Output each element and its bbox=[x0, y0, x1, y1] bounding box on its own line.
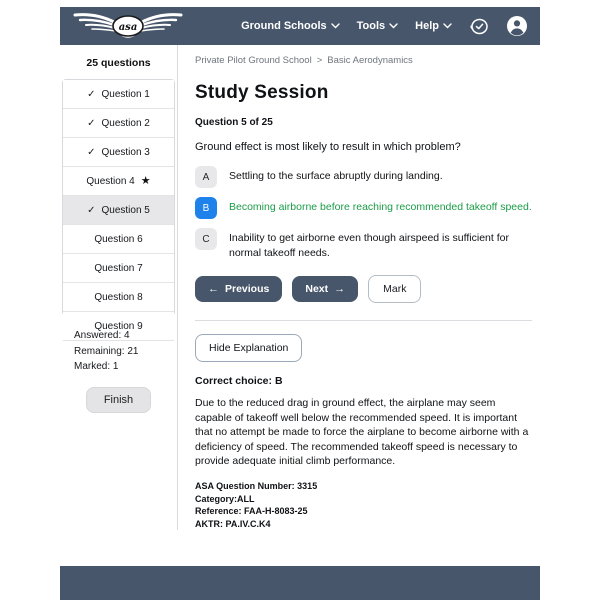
next-button-label: Next bbox=[305, 283, 329, 295]
question-list-item-3[interactable] bbox=[63, 138, 174, 167]
asa-wings-logo-graphic bbox=[72, 12, 184, 40]
asa-wings-logo[interactable] bbox=[72, 7, 184, 45]
meta-question-number: ASA Question Number: 3315 bbox=[195, 480, 318, 491]
correct-choice-label: Correct choice: B bbox=[195, 375, 283, 387]
question-count-header: 25 questions bbox=[86, 57, 151, 69]
question-item-label: Question 3 bbox=[101, 146, 150, 158]
question-item-label: Question 7 bbox=[94, 262, 143, 274]
question-list-item-4[interactable] bbox=[63, 167, 174, 196]
main-panel bbox=[178, 45, 540, 530]
question-item-label: Question 1 bbox=[101, 88, 150, 100]
breadcrumb-separator: > bbox=[316, 55, 323, 66]
option-a-badge: A bbox=[195, 166, 217, 188]
chevron-down-icon bbox=[443, 23, 452, 29]
question-list-item-8[interactable] bbox=[63, 283, 174, 312]
nav-tools-label: Tools bbox=[356, 20, 386, 32]
check-icon: ✓ bbox=[87, 204, 96, 216]
question-list-item-2[interactable] bbox=[63, 109, 174, 138]
question-item-label: Question 6 bbox=[94, 233, 143, 245]
question-list bbox=[62, 79, 175, 332]
mark-button[interactable]: Mark bbox=[368, 275, 421, 303]
check-icon: ✓ bbox=[87, 146, 96, 158]
nav-help[interactable] bbox=[415, 20, 452, 32]
meta-reference: Reference: FAA-H-8083-25 bbox=[195, 506, 308, 517]
option-c-badge: C bbox=[195, 228, 217, 250]
nav-help-label: Help bbox=[415, 20, 439, 32]
question-text: Ground effect is most likely to result in which problem? bbox=[195, 141, 461, 153]
check-icon: ✓ bbox=[87, 88, 96, 100]
nav-menu-group bbox=[241, 15, 528, 37]
svg-text:asa: asa bbox=[118, 22, 138, 33]
chevron-down-icon bbox=[331, 23, 340, 29]
hide-explanation-button[interactable]: Hide Explanation bbox=[195, 334, 302, 362]
breadcrumb-basic-aerodynamics[interactable]: Basic Aerodynamics bbox=[327, 55, 413, 66]
finish-button[interactable]: Finish bbox=[86, 387, 151, 413]
top-navbar bbox=[60, 7, 540, 45]
question-item-label: Question 8 bbox=[94, 291, 143, 303]
answer-options bbox=[195, 166, 532, 261]
session-stats bbox=[74, 328, 177, 375]
content-columns bbox=[60, 45, 540, 530]
stat-remaining: Remaining: 21 bbox=[74, 345, 139, 357]
page-footer bbox=[60, 566, 540, 600]
meta-aktr: AKTR: PA.IV.C.K4 bbox=[195, 518, 271, 529]
question-metadata bbox=[195, 480, 532, 530]
question-sidebar bbox=[60, 45, 178, 530]
stat-marked: Marked: 1 bbox=[74, 361, 119, 372]
explanation-text: Due to the reduced drag in ground effect, the airplane may seem capable of takeoff well below the recommended speed. It is important that no attempt be made to force the airplane to become airborne with a deficiency of speed. The recommended takeoff speed is necessary to provide adequate initial climb performance. bbox=[195, 397, 529, 468]
next-button[interactable] bbox=[292, 276, 358, 302]
previous-button[interactable] bbox=[195, 276, 282, 302]
page-title: Study Session bbox=[195, 82, 329, 103]
star-icon: ★ bbox=[140, 174, 151, 187]
option-c-text: Inability to get airborne even though airspeed is sufficient for normal takeoff needs. bbox=[229, 232, 509, 259]
chevron-down-icon bbox=[389, 23, 398, 29]
question-list-item-6[interactable] bbox=[63, 225, 174, 254]
check-icon: ✓ bbox=[87, 117, 96, 129]
question-item-label: Question 2 bbox=[101, 117, 150, 129]
meta-category: Category:ALL bbox=[195, 493, 255, 504]
navigation-buttons bbox=[195, 275, 532, 303]
nav-ground-schools[interactable] bbox=[241, 20, 340, 32]
question-list-item-7[interactable] bbox=[63, 254, 174, 283]
question-list-item-5-active[interactable] bbox=[63, 196, 174, 225]
option-a-text: Settling to the surface abruptly during landing. bbox=[229, 170, 443, 182]
answer-option-b-selected[interactable] bbox=[195, 197, 532, 219]
stat-answered: Answered: 4 bbox=[74, 330, 130, 341]
question-list-item-1[interactable] bbox=[63, 80, 174, 109]
right-arrow-icon: → bbox=[334, 283, 346, 295]
nav-ground-schools-label: Ground Schools bbox=[241, 20, 327, 32]
question-item-label: Question 9 bbox=[94, 320, 143, 332]
breadcrumb-ground-school[interactable]: Private Pilot Ground School bbox=[195, 55, 312, 66]
option-b-text: Becoming airborne before reaching recommended takeoff speed. bbox=[229, 201, 532, 213]
previous-button-label: Previous bbox=[225, 283, 270, 295]
app-container bbox=[60, 0, 540, 530]
account-icon[interactable] bbox=[506, 15, 528, 37]
section-divider bbox=[195, 320, 532, 321]
option-b-badge: B bbox=[195, 197, 217, 219]
question-item-label: Question 5 bbox=[101, 204, 150, 216]
nav-tools[interactable] bbox=[357, 20, 399, 32]
breadcrumb bbox=[195, 55, 532, 66]
question-progress: Question 5 of 25 bbox=[195, 117, 273, 128]
answer-option-c[interactable] bbox=[195, 228, 532, 261]
question-item-label: Question 4 bbox=[86, 175, 135, 187]
left-arrow-icon: ← bbox=[208, 283, 219, 295]
timer-check-icon[interactable] bbox=[469, 18, 489, 35]
answer-option-a[interactable] bbox=[195, 166, 532, 188]
